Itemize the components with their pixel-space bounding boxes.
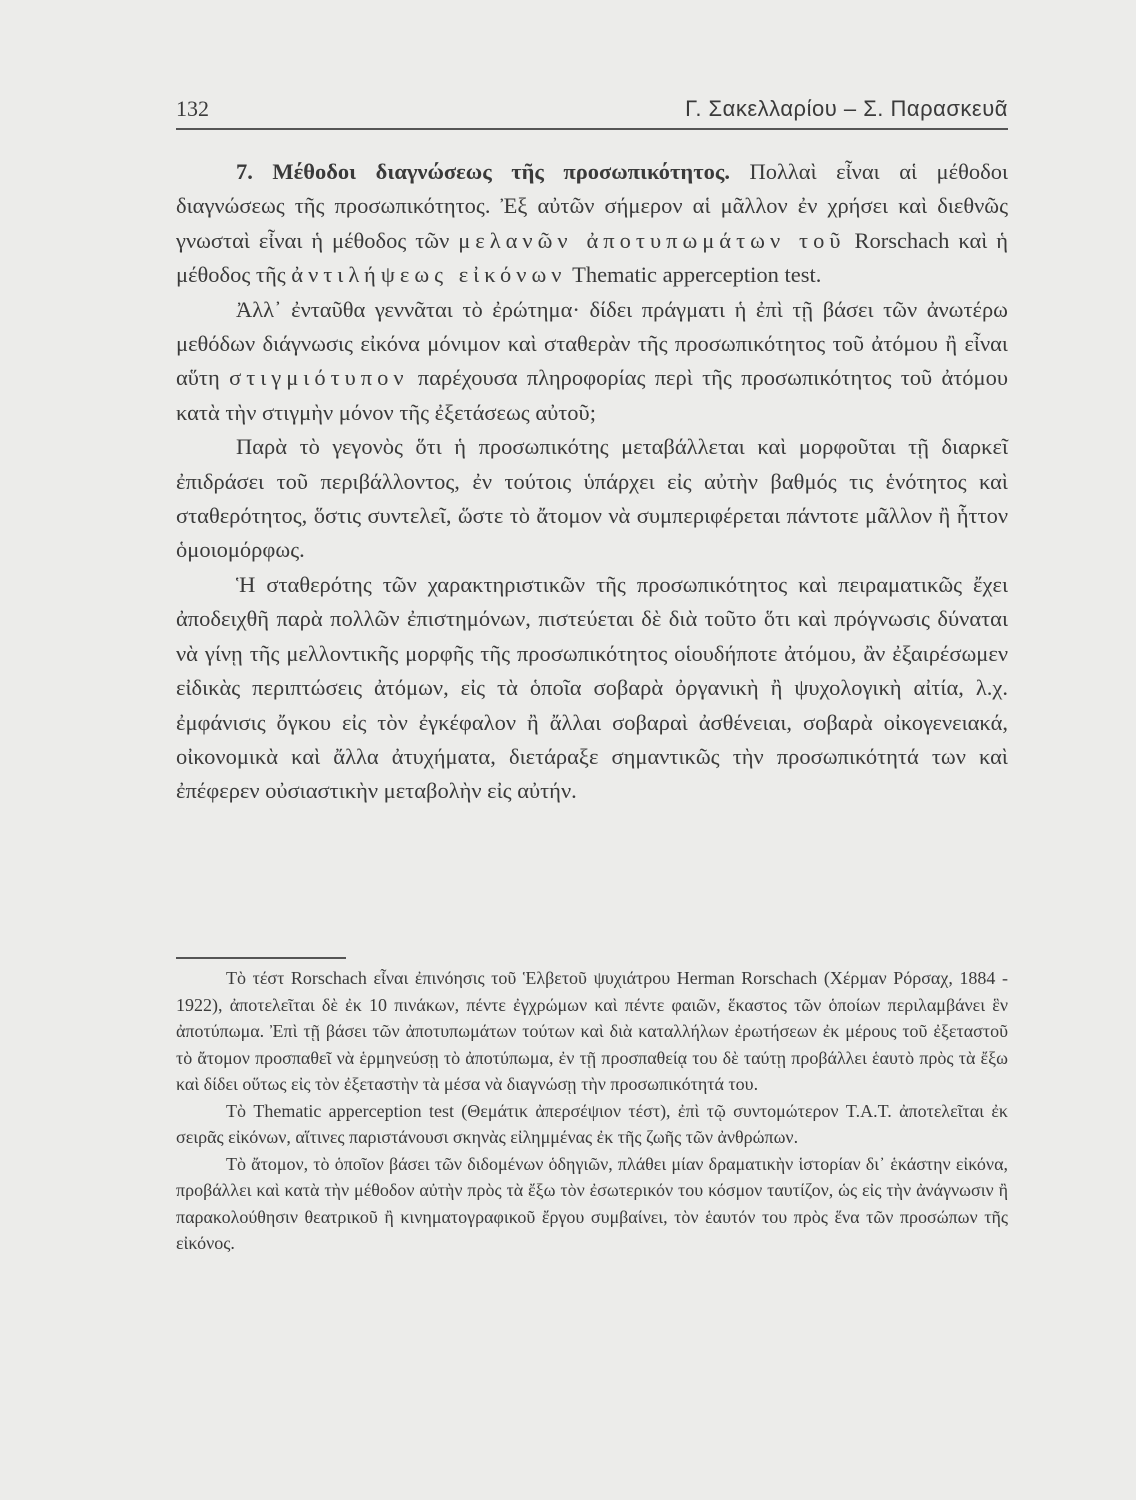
footnote-rule (176, 957, 346, 959)
page-header (176, 94, 1008, 130)
emphasis-term-snapshot: στιγμιότυπον (229, 365, 409, 391)
main-text (176, 155, 1008, 809)
intro-text-c: Rorschach καὶ ἡ μέθοδος τῆς (176, 227, 1009, 288)
emphasis-term-rorschach: μελανῶν ἀποτυπωμάτων τοῦ (458, 227, 846, 253)
question-text-a: Ἀλλ᾽ ἐνταῦθα γεννᾶται τὸ ἐρώτημα· δίδει πράγματι ἡ ἐπὶ τῇ βάσει τῶν ἀνωτέρω μεθόδων διάγνωσις εἰκόνα μόνιμον καὶ σταθερὰν τῆς προσωπικότητος τοῦ ἀτόμου ἢ εἶναι αὕτη (176, 296, 1008, 391)
paragraph-prognosis: Ἡ σταθερότης τῶν χαρακτηριστικῶν τῆς προσωπικότητος καὶ πειραματικῶς ἔχει ἀποδειχθῆ παρὰ πολλῶν ἐπιστημόνων, πιστεύεται δὲ διὰ τοῦτο ὅτι καὶ πρόγνωσις δύναται νὰ γίνῃ τῆς μελλοντικῆς μορφῆς τῆς προσωπικότητος οἱουδήποτε ἀτόμου, ἂν ἐξαιρέσωμεν εἰδικὰς περιπτώσεις ἀτόμων, εἰς τὰ ὁποῖα σοβαρὰ ὀργανικὴ ἢ ψυχολογικὴ αἰτία, λ.χ. ἐμφάνισις ὄγκου εἰς τὸν ἐγκέφαλον ἢ ἄλλαι σοβαραὶ ἀσθένειαι, σοβαρὰ οἰκογενειακά, οἰκονομικὰ καὶ ἄλλα ἀτυχήματα, διετάραξε σημαντικῶς τὴν προσωπικότητά των καὶ ἐπέφερεν οὐσιαστικὴν μεταβολὴν εἰς αὐτήν. (176, 571, 1008, 804)
footnote-tat-procedure: Τὸ ἄτομον, τὸ ὁποῖον βάσει τῶν διδομένων ὁδηγιῶν, πλάθει μίαν δραματικὴν ἱστορίαν δι᾽ ἑκάστην εἰκόνα, προβάλλει καὶ κατὰ τὴν μέθοδον αὐτὴν πρὸς τὰ ἔξω τὸν ἐσωτερικόν του κόσμον ταυτίζον, ὡς εἰς τὴν ἀνάγνωσιν ἢ παρακολούθησιν θεατρικοῦ ἢ κινηματογραφικοῦ ἔργου συμβαίνει, τὸν ἑαυτόν του πρὸς ἕνα τῶν προσώπων τῆς εἰκόνος. (176, 1153, 1008, 1253)
paragraph-question (176, 293, 1008, 431)
running-head: Γ. Σακελλαρίου – Σ. Παρασκευᾶ (685, 96, 1008, 121)
question-text-c: παρέχουσα πληροφορίας περὶ τῆς προσωπικότητος τοῦ ἀτόμου κατὰ τὴν στιγμὴν μόνον τῆς ἐξετάσεως αὐτοῦ; (176, 365, 1009, 425)
footnote-rorschach: Τὸ τέστ Rorschach εἶναι ἐπινόησις τοῦ Ἑλβετοῦ ψυχιάτρου Herman Rorschach (Χέρμαν Ρόρσαχ, 1884 - 1922), ἀποτελεῖται δὲ ἐκ 10 πινάκων, πέντε ἐγχρώμων καὶ πέντε φαιῶν, ἕκαστος τῶν ὁποίων περιλαμβάνει ἓν ἀποτύπωμα. Ἐπὶ τῇ βάσει τῶν ἀποτυπωμάτων τούτων καὶ διὰ καταλλήλων ἐρωτήσεων ἐκ μέρους τοῦ ἐξεταστοῦ τὸ ἄτομον προσπαθεῖ νὰ ἑρμηνεύσῃ τὸ ἀποτύπωμα, ἐν τῇ προσπαθείᾳ του δὲ ταύτῃ προβάλλει ἑαυτὸ πρὸς τὰ ἔξω καὶ δίδει οὕτως εἰς τὸν ἐξεταστὴν τὰ μέσα νὰ διαγνώσῃ τὴν προσωπικότητά του. (176, 968, 1008, 1094)
footnote-tat: Τὸ Thematic apperception test (Θεμάτικ ἀπερσέψιον τέστ), ἐπὶ τῷ συντομώτερον T.A.T. ἀποτελεῖται ἐκ σειρᾶς εἰκόνων, αἵτινες παριστάνουσι σκηνὰς εἰλημμένας ἐκ τῆς ζωῆς τῶν ἀνθρώπων. (176, 1100, 1008, 1147)
emphasis-term-tat: ἀντιλήψεως εἰκόνων (291, 262, 567, 288)
intro-text-e: Thematic apperception test. (572, 262, 822, 288)
footnotes (176, 965, 1008, 1257)
paragraph-section-intro (176, 155, 1008, 293)
intro-text-a: Πολλαὶ εἶναι αἱ μέθοδοι διαγνώσεως τῆς προσωπικότητος. Ἐξ αὐτῶν σήμερον αἱ μᾶλλον ἐν χρήσει καὶ διεθνῶς γνωσταὶ εἶναι ἡ μέθοδος τῶν (176, 159, 1008, 253)
page-number: 132 (176, 96, 209, 121)
paragraph-stability: Παρὰ τὸ γεγονὸς ὅτι ἡ προσωπικότης μεταβάλλεται καὶ μορφοῦται τῇ διαρκεῖ ἐπιδράσει τοῦ περιβάλλοντος, ἐν τούτοις ὑπάρχει εἰς αὐτὴν βαθμός τις ἑνότητος καὶ σταθερότητος, ὅστις συντελεῖ, ὥστε τὸ ἄτομον νὰ συμπεριφέρεται πάντοτε μᾶλλον ἢ ἧττον ὁμοιομόρφως. (176, 434, 1008, 563)
section-title: 7. Μέθοδοι διαγνώσεως τῆς προσωπικότητος. (236, 159, 730, 184)
